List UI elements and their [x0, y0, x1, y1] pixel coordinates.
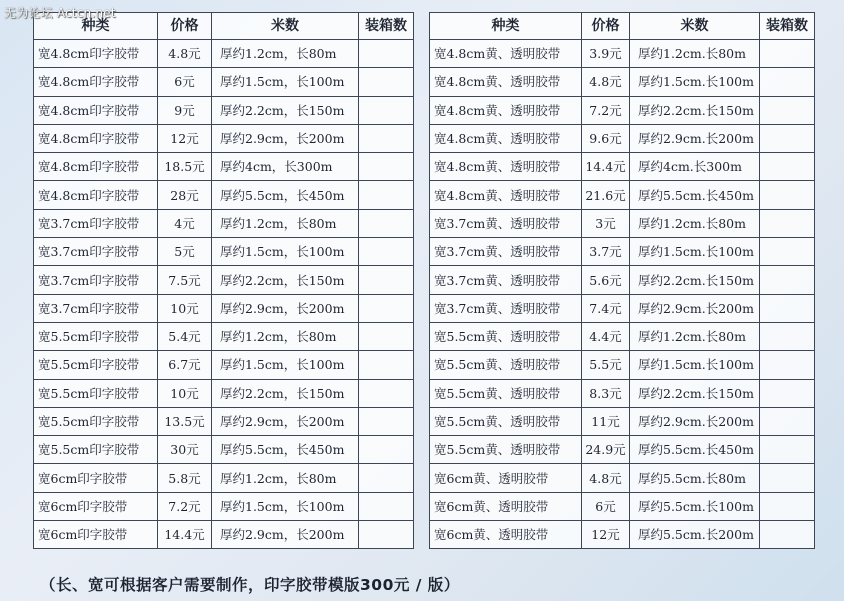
price-cell: 18.5元	[158, 153, 212, 181]
product-type-cell: 宽5.5cm印字胶带	[34, 407, 158, 435]
meters-cell: 厚约1.2cm，长80m	[212, 464, 359, 492]
product-type-cell: 宽4.8cm黄、透明胶带	[430, 124, 582, 152]
table-row	[430, 124, 815, 152]
box-count-cell	[760, 238, 815, 266]
box-count-cell	[760, 266, 815, 294]
box-count-cell	[760, 153, 815, 181]
product-type-cell: 宽4.8cm印字胶带	[34, 181, 158, 209]
price-cell: 3.7元	[582, 238, 630, 266]
price-cell: 6.7元	[158, 351, 212, 379]
meters-cell: 厚约1.5cm，长100m	[212, 68, 359, 96]
table-row	[430, 379, 815, 407]
table-row	[430, 40, 815, 68]
price-cell: 6元	[582, 492, 630, 520]
table-row	[34, 351, 414, 379]
header-meters: 米数	[212, 13, 359, 40]
meters-cell: 厚约5.5cm，长450m	[212, 436, 359, 464]
product-type-cell: 宽3.7cm印字胶带	[34, 294, 158, 322]
table-row	[430, 181, 815, 209]
box-count-cell	[359, 379, 414, 407]
meters-cell: 厚约1.2cm，长80m	[212, 322, 359, 350]
meters-cell: 厚约1.5cm.长100m	[630, 68, 760, 96]
box-count-cell	[760, 436, 815, 464]
price-cell: 4.8元	[158, 40, 212, 68]
product-type-cell: 宽4.8cm印字胶带	[34, 96, 158, 124]
meters-cell: 厚约2.2cm，长150m	[212, 266, 359, 294]
box-count-cell	[359, 492, 414, 520]
product-type-cell: 宽3.7cm黄、透明胶带	[430, 238, 582, 266]
box-count-cell	[760, 351, 815, 379]
site-watermark: 无为论坛 Actcn.net	[4, 6, 116, 20]
price-cell: 5.4元	[158, 322, 212, 350]
box-count-cell	[359, 96, 414, 124]
price-cell: 30元	[158, 436, 212, 464]
product-type-cell: 宽3.7cm印字胶带	[34, 266, 158, 294]
box-count-cell	[359, 521, 414, 549]
price-cell: 7.2元	[158, 492, 212, 520]
table-row	[430, 294, 815, 322]
box-count-cell	[760, 294, 815, 322]
box-count-cell	[359, 209, 414, 237]
price-cell: 9.6元	[582, 124, 630, 152]
box-count-cell	[359, 153, 414, 181]
box-count-cell	[760, 181, 815, 209]
right-table-body	[430, 40, 815, 549]
table-row	[430, 266, 815, 294]
header-price: 价格	[582, 13, 630, 40]
box-count-cell	[760, 379, 815, 407]
product-type-cell: 宽6cm黄、透明胶带	[430, 492, 582, 520]
product-type-cell: 宽4.8cm黄、透明胶带	[430, 181, 582, 209]
table-row	[34, 436, 414, 464]
table-row	[430, 351, 815, 379]
header-type: 种类	[34, 13, 158, 40]
meters-cell: 厚约4cm，长300m	[212, 153, 359, 181]
meters-cell: 厚约1.2cm.长80m	[630, 322, 760, 350]
meters-cell: 厚约2.2cm，长150m	[212, 379, 359, 407]
box-count-cell	[760, 40, 815, 68]
table-row	[430, 436, 815, 464]
table-row	[430, 153, 815, 181]
price-cell: 14.4元	[158, 521, 212, 549]
price-cell: 11元	[582, 407, 630, 435]
meters-cell: 厚约2.9cm.长200m	[630, 124, 760, 152]
product-type-cell: 宽5.5cm黄、透明胶带	[430, 436, 582, 464]
left-price-table	[33, 12, 414, 549]
product-type-cell: 宽4.8cm印字胶带	[34, 153, 158, 181]
table-row	[34, 322, 414, 350]
product-type-cell: 宽6cm黄、透明胶带	[430, 464, 582, 492]
meters-cell: 厚约1.5cm.长100m	[630, 238, 760, 266]
price-cell: 3元	[582, 209, 630, 237]
meters-cell: 厚约5.5cm.长80m	[630, 464, 760, 492]
product-type-cell: 宽4.8cm黄、透明胶带	[430, 68, 582, 96]
box-count-cell	[359, 181, 414, 209]
box-count-cell	[359, 351, 414, 379]
table-row	[34, 96, 414, 124]
meters-cell: 厚约5.5cm.长200m	[630, 521, 760, 549]
table-row	[430, 407, 815, 435]
product-type-cell: 宽5.5cm印字胶带	[34, 379, 158, 407]
header-meters: 米数	[630, 13, 760, 40]
table-row	[34, 209, 414, 237]
left-table-body	[34, 40, 414, 549]
product-type-cell: 宽4.8cm黄、透明胶带	[430, 153, 582, 181]
box-count-cell	[760, 124, 815, 152]
product-type-cell: 宽3.7cm黄、透明胶带	[430, 294, 582, 322]
product-type-cell: 宽5.5cm印字胶带	[34, 351, 158, 379]
price-cell: 12元	[158, 124, 212, 152]
price-cell: 5.5元	[582, 351, 630, 379]
product-type-cell: 宽6cm印字胶带	[34, 492, 158, 520]
product-type-cell: 宽4.8cm印字胶带	[34, 124, 158, 152]
box-count-cell	[359, 294, 414, 322]
table-row	[430, 68, 815, 96]
meters-cell: 厚约1.2cm，长80m	[212, 40, 359, 68]
box-count-cell	[760, 492, 815, 520]
price-cell: 9元	[158, 96, 212, 124]
price-cell: 7.5元	[158, 266, 212, 294]
meters-cell: 厚约2.9cm，长200m	[212, 407, 359, 435]
product-type-cell: 宽6cm黄、透明胶带	[430, 521, 582, 549]
table-row	[430, 322, 815, 350]
table-row	[34, 238, 414, 266]
product-type-cell: 宽4.8cm印字胶带	[34, 40, 158, 68]
price-cell: 5元	[158, 238, 212, 266]
meters-cell: 厚约2.9cm，长200m	[212, 294, 359, 322]
price-cell: 4.8元	[582, 68, 630, 96]
price-cell: 7.2元	[582, 96, 630, 124]
meters-cell: 厚约1.2cm.长80m	[630, 209, 760, 237]
product-type-cell: 宽4.8cm黄、透明胶带	[430, 96, 582, 124]
table-row	[430, 464, 815, 492]
box-count-cell	[359, 266, 414, 294]
meters-cell: 厚约1.5cm.长100m	[630, 351, 760, 379]
meters-cell: 厚约1.2cm.长80m	[630, 40, 760, 68]
box-count-cell	[359, 68, 414, 96]
product-type-cell: 宽6cm印字胶带	[34, 464, 158, 492]
box-count-cell	[760, 521, 815, 549]
box-count-cell	[760, 407, 815, 435]
box-count-cell	[760, 322, 815, 350]
price-cell: 12元	[582, 521, 630, 549]
right-header-row	[430, 13, 815, 40]
price-cell: 4.8元	[582, 464, 630, 492]
right-price-table	[429, 12, 815, 549]
table-row	[34, 266, 414, 294]
price-cell: 3.9元	[582, 40, 630, 68]
table-row	[34, 181, 414, 209]
meters-cell: 厚约2.2cm.长150m	[630, 266, 760, 294]
product-type-cell: 宽3.7cm印字胶带	[34, 238, 158, 266]
table-row	[34, 521, 414, 549]
footnote: （长、宽可根据客户需要制作，印字胶带模版300元 / 版）	[40, 576, 460, 594]
table-row	[34, 294, 414, 322]
price-cell: 10元	[158, 294, 212, 322]
box-count-cell	[359, 322, 414, 350]
product-type-cell: 宽5.5cm印字胶带	[34, 436, 158, 464]
price-cell: 4元	[158, 209, 212, 237]
table-row	[34, 464, 414, 492]
table-row	[34, 407, 414, 435]
table-row	[430, 238, 815, 266]
product-type-cell: 宽5.5cm印字胶带	[34, 322, 158, 350]
meters-cell: 厚约5.5cm.长450m	[630, 436, 760, 464]
header-type: 种类	[430, 13, 582, 40]
product-type-cell: 宽4.8cm黄、透明胶带	[430, 40, 582, 68]
box-count-cell	[760, 464, 815, 492]
product-type-cell: 宽5.5cm黄、透明胶带	[430, 351, 582, 379]
box-count-cell	[359, 40, 414, 68]
header-price: 价格	[158, 13, 212, 40]
meters-cell: 厚约2.2cm.长150m	[630, 379, 760, 407]
meters-cell: 厚约5.5cm.长450m	[630, 181, 760, 209]
table-row	[34, 492, 414, 520]
table-row	[34, 153, 414, 181]
meters-cell: 厚约2.9cm，长200m	[212, 521, 359, 549]
product-type-cell: 宽4.8cm印字胶带	[34, 68, 158, 96]
product-type-cell: 宽3.7cm黄、透明胶带	[430, 266, 582, 294]
table-row	[34, 40, 414, 68]
price-cell: 13.5元	[158, 407, 212, 435]
meters-cell: 厚约5.5cm.长100m	[630, 492, 760, 520]
price-cell: 7.4元	[582, 294, 630, 322]
price-cell: 24.9元	[582, 436, 630, 464]
price-cell: 14.4元	[582, 153, 630, 181]
meters-cell: 厚约2.9cm.长200m	[630, 407, 760, 435]
product-type-cell: 宽3.7cm印字胶带	[34, 209, 158, 237]
price-cell: 5.8元	[158, 464, 212, 492]
box-count-cell	[359, 124, 414, 152]
price-cell: 10元	[158, 379, 212, 407]
product-type-cell: 宽5.5cm黄、透明胶带	[430, 322, 582, 350]
price-cell: 4.4元	[582, 322, 630, 350]
box-count-cell	[760, 68, 815, 96]
meters-cell: 厚约5.5cm，长450m	[212, 181, 359, 209]
table-row	[34, 68, 414, 96]
meters-cell: 厚约2.2cm.长150m	[630, 96, 760, 124]
table-row	[430, 492, 815, 520]
header-box-count: 装箱数	[359, 13, 414, 40]
meters-cell: 厚约1.5cm，长100m	[212, 351, 359, 379]
price-cell: 28元	[158, 181, 212, 209]
meters-cell: 厚约4cm.长300m	[630, 153, 760, 181]
table-row	[34, 379, 414, 407]
header-box-count: 装箱数	[760, 13, 815, 40]
box-count-cell	[359, 407, 414, 435]
price-cell: 8.3元	[582, 379, 630, 407]
product-type-cell: 宽6cm印字胶带	[34, 521, 158, 549]
meters-cell: 厚约1.5cm，长100m	[212, 492, 359, 520]
price-cell: 5.6元	[582, 266, 630, 294]
table-row	[430, 209, 815, 237]
meters-cell: 厚约2.2cm，长150m	[212, 96, 359, 124]
box-count-cell	[359, 238, 414, 266]
meters-cell: 厚约1.5cm，长100m	[212, 238, 359, 266]
box-count-cell	[359, 436, 414, 464]
table-row	[34, 124, 414, 152]
product-type-cell: 宽5.5cm黄、透明胶带	[430, 407, 582, 435]
table-row	[430, 96, 815, 124]
meters-cell: 厚约2.9cm，长200m	[212, 124, 359, 152]
meters-cell: 厚约2.9cm.长200m	[630, 294, 760, 322]
box-count-cell	[359, 464, 414, 492]
product-type-cell: 宽3.7cm黄、透明胶带	[430, 209, 582, 237]
box-count-cell	[760, 96, 815, 124]
meters-cell: 厚约1.2cm，长80m	[212, 209, 359, 237]
product-type-cell: 宽5.5cm黄、透明胶带	[430, 379, 582, 407]
box-count-cell	[760, 209, 815, 237]
price-cell: 21.6元	[582, 181, 630, 209]
price-cell: 6元	[158, 68, 212, 96]
table-row	[430, 521, 815, 549]
